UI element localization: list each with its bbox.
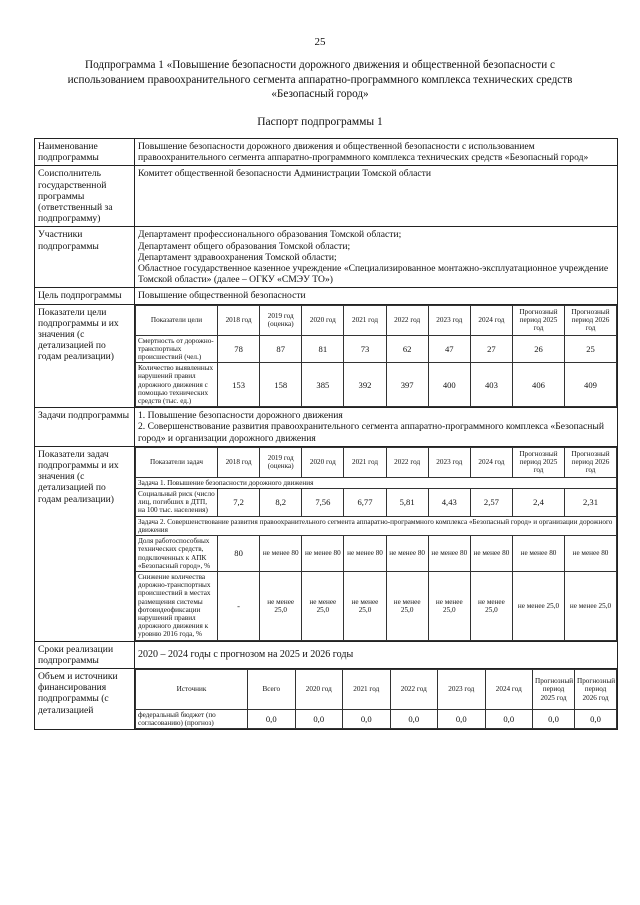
- value-cell: 87: [260, 335, 302, 363]
- passport-title: Паспорт подпрограммы 1: [257, 116, 383, 128]
- row-label: Задачи подпрограммы: [35, 408, 135, 447]
- value-cell: 26: [513, 335, 565, 363]
- header-cell: Прогнозный период 2026 год: [565, 447, 617, 477]
- indicator-name: Доля работоспособных технических средств, подключенных к АПК «Безопасный город», %: [136, 536, 218, 572]
- header-cell: 2022 год: [386, 305, 428, 335]
- task-indicators-table: [135, 447, 617, 641]
- subprogram-title: Подпрограмма 1 «Повышение безопасности дорожного движения и общественной безопасности с использованием правоохранительного сегмента аппаратно-программного комплекса технических средств «Безопасный город»: [67, 59, 573, 100]
- value-cell: 397: [386, 363, 428, 407]
- value-cell: 158: [260, 363, 302, 407]
- value-cell: 80: [218, 536, 260, 572]
- goal-indicators-cell: [135, 304, 618, 408]
- value-cell: не менее 80: [260, 536, 302, 572]
- participant-line: Департамент общего образования Томской области;: [138, 240, 351, 252]
- row-label: Сроки реализации подпрограммы: [35, 641, 135, 668]
- header-cell: 2023 год: [428, 305, 470, 335]
- value-cell: 0,0: [575, 709, 617, 728]
- value-cell: 403: [470, 363, 512, 407]
- indicator-name: Количество выявленных нарушений правил дорожного движения с помощью технических средств (тыс. ед.): [136, 363, 218, 407]
- header-cell: 2019 год (оценка): [260, 447, 302, 477]
- indicator-name: Смертность от дорожно-транспортных происшествий (чел.): [136, 335, 218, 363]
- header-cell: 2023 год: [428, 447, 470, 477]
- row-label: Участники подпрограммы: [35, 227, 135, 288]
- header-cell: Источник: [136, 669, 248, 709]
- table-row: [136, 571, 617, 640]
- table-row: [136, 709, 617, 728]
- row-financing: [35, 668, 618, 729]
- table-row: [136, 489, 617, 517]
- value-cell: 0,0: [485, 709, 533, 728]
- value-cell: не менее 80: [565, 536, 617, 572]
- participant-line: Департамент здравоохранения Томской области;: [138, 251, 337, 263]
- header-cell: Прогнозный период 2025 год: [513, 447, 565, 477]
- value-cell: 2,4: [513, 489, 565, 517]
- header-cell: 2018 год: [218, 305, 260, 335]
- table-header-row: [136, 669, 617, 709]
- value-cell: 409: [565, 363, 617, 407]
- value-cell: не менее 80: [302, 536, 344, 572]
- row-value: Повышение общественной безопасности: [135, 288, 618, 304]
- row-label: Объем и источники финансирования подпрограммы (с детализацией: [35, 668, 135, 729]
- value-cell: не менее 25,0: [302, 571, 344, 640]
- page-number: 25: [314, 36, 326, 48]
- value-cell: 0,0: [390, 709, 438, 728]
- table-header-row: [136, 447, 617, 477]
- header-cell: 2021 год: [343, 669, 391, 709]
- header-cell: 2021 год: [344, 447, 386, 477]
- row-tasks: [35, 408, 618, 447]
- table-row: [136, 536, 617, 572]
- value-cell: 47: [428, 335, 470, 363]
- header-cell: 2021 год: [344, 305, 386, 335]
- table-row: [136, 335, 617, 363]
- value-cell: 400: [428, 363, 470, 407]
- task-heading-row: [136, 477, 617, 488]
- table-row: [136, 363, 617, 407]
- value-cell: 78: [218, 335, 260, 363]
- goal-indicators-table: [135, 305, 617, 408]
- value-cell: 7,2: [218, 489, 260, 517]
- value-cell: не менее 25,0: [260, 571, 302, 640]
- value-cell: 2,57: [470, 489, 512, 517]
- value-cell: не менее 80: [428, 536, 470, 572]
- value-cell: не менее 80: [386, 536, 428, 572]
- row-value: 2020 – 2024 годы с прогнозом на 2025 и 2026 годы: [135, 641, 618, 668]
- value-cell: 0,0: [343, 709, 391, 728]
- row-task-indicators: [35, 446, 618, 641]
- value-cell: не менее 25,0: [470, 571, 512, 640]
- header-cell: 2024 год: [470, 305, 512, 335]
- value-cell: 81: [302, 335, 344, 363]
- row-terms: [35, 641, 618, 668]
- value-cell: 62: [386, 335, 428, 363]
- task-heading-row: [136, 516, 617, 535]
- header-cell: 2019 год (оценка): [260, 305, 302, 335]
- value-cell: 392: [344, 363, 386, 407]
- value-cell: 25: [565, 335, 617, 363]
- task-line: 2. Совершенствование развития правоохранительного сегмента аппаратно-программного комплекса «Безопасный город» и организации дорожного движения: [138, 421, 605, 444]
- value-cell: 385: [302, 363, 344, 407]
- value-cell: 0,0: [295, 709, 343, 728]
- task-heading: Задача 1. Повышение безопасности дорожного движения: [136, 477, 617, 488]
- header-cell: Прогнозный период 2025 год: [533, 669, 575, 709]
- value-cell: 7,56: [302, 489, 344, 517]
- row-goal: [35, 288, 618, 304]
- header-cell: Прогнозный период 2026 год: [565, 305, 617, 335]
- task-heading: Задача 2. Совершенствование развития правоохранительного сегмента аппаратно-программного комплекса «Безопасный город» и организации дорожного движения: [136, 516, 617, 535]
- row-value: Комитет общественной безопасности Администрации Томской области: [135, 166, 618, 227]
- value-cell: 4,43: [428, 489, 470, 517]
- header-cell: 2022 год: [390, 669, 438, 709]
- value-cell: 0,0: [248, 709, 296, 728]
- value-cell: 5,81: [386, 489, 428, 517]
- row-value: [135, 227, 618, 288]
- value-cell: не менее 25,0: [386, 571, 428, 640]
- value-cell: 406: [513, 363, 565, 407]
- value-cell: 153: [218, 363, 260, 407]
- value-cell: 27: [470, 335, 512, 363]
- value-cell: не менее 80: [470, 536, 512, 572]
- task-indicators-cell: [135, 446, 618, 641]
- header-cell: 2023 год: [438, 669, 486, 709]
- value-cell: не менее 80: [513, 536, 565, 572]
- header-cell: Прогнозный период 2026 год: [575, 669, 617, 709]
- financing-cell: [135, 668, 618, 729]
- value-cell: не менее 25,0: [565, 571, 617, 640]
- row-label: Показатели задач подпрограммы и их значения (с детализацией по годам реализации): [35, 446, 135, 641]
- value-cell: -: [218, 571, 260, 640]
- header-cell: 2018 год: [218, 447, 260, 477]
- header-cell: 2020 год: [295, 669, 343, 709]
- value-cell: 6,77: [344, 489, 386, 517]
- header-cell: 2022 год: [386, 447, 428, 477]
- header-cell: Всего: [248, 669, 296, 709]
- row-label: Соисполнитель государственной программы (ответственный за подпрограмму): [35, 166, 135, 227]
- row-goal-indicators: [35, 304, 618, 408]
- source-name: федеральный бюджет (по согласованию) (прогноз): [136, 709, 248, 728]
- value-cell: 2,31: [565, 489, 617, 517]
- table-header-row: [136, 305, 617, 335]
- row-executor: [35, 166, 618, 227]
- task-line: 1. Повышение безопасности дорожного движения: [138, 410, 343, 422]
- header-cell: 2020 год: [302, 305, 344, 335]
- indicator-name: Социальный риск (число лиц, погибших в ДТП, на 100 тыс. населения): [136, 489, 218, 517]
- participant-line: Департамент профессионального образования Томской области;: [138, 229, 402, 241]
- row-label: Цель подпрограммы: [35, 288, 135, 304]
- row-label: Наименование подпрограммы: [35, 139, 135, 166]
- value-cell: не менее 25,0: [344, 571, 386, 640]
- value-cell: 0,0: [438, 709, 486, 728]
- header-cell: Показатели цели: [136, 305, 218, 335]
- row-name: [35, 139, 618, 166]
- header-cell: 2024 год: [470, 447, 512, 477]
- financing-table: [135, 669, 617, 729]
- value-cell: 8,2: [260, 489, 302, 517]
- row-value: Повышение безопасности дорожного движения и общественной безопасности с использованием правоохранительного сегмента аппаратно-программного комплекса технических средств «Безопасный город»: [135, 139, 618, 166]
- value-cell: 0,0: [533, 709, 575, 728]
- header-cell: 2024 год: [485, 669, 533, 709]
- header-cell: Показатели задач: [136, 447, 218, 477]
- value-cell: не менее 25,0: [428, 571, 470, 640]
- row-value: [135, 408, 618, 447]
- row-participants: [35, 227, 618, 288]
- indicator-name: Снижение количества дорожно-транспортных происшествий в местах размещения системы фотовидеофиксации нарушений правил дорожного движения к уровню 2016 года, %: [136, 571, 218, 640]
- value-cell: 73: [344, 335, 386, 363]
- row-label: Показатели цели подпрограммы и их значения (с детализацией по годам реализации): [35, 304, 135, 408]
- header-cell: 2020 год: [302, 447, 344, 477]
- participant-line: Областное государственное казенное учреждение «Специализированное монтажно-эксплуатационное учреждение Томской области» (далее – ОГКУ «СМЭУ ТО»): [138, 263, 609, 286]
- header-cell: Прогнозный период 2025 год: [513, 305, 565, 335]
- value-cell: не менее 80: [344, 536, 386, 572]
- value-cell: не менее 25,0: [513, 571, 565, 640]
- passport-table: [34, 138, 618, 730]
